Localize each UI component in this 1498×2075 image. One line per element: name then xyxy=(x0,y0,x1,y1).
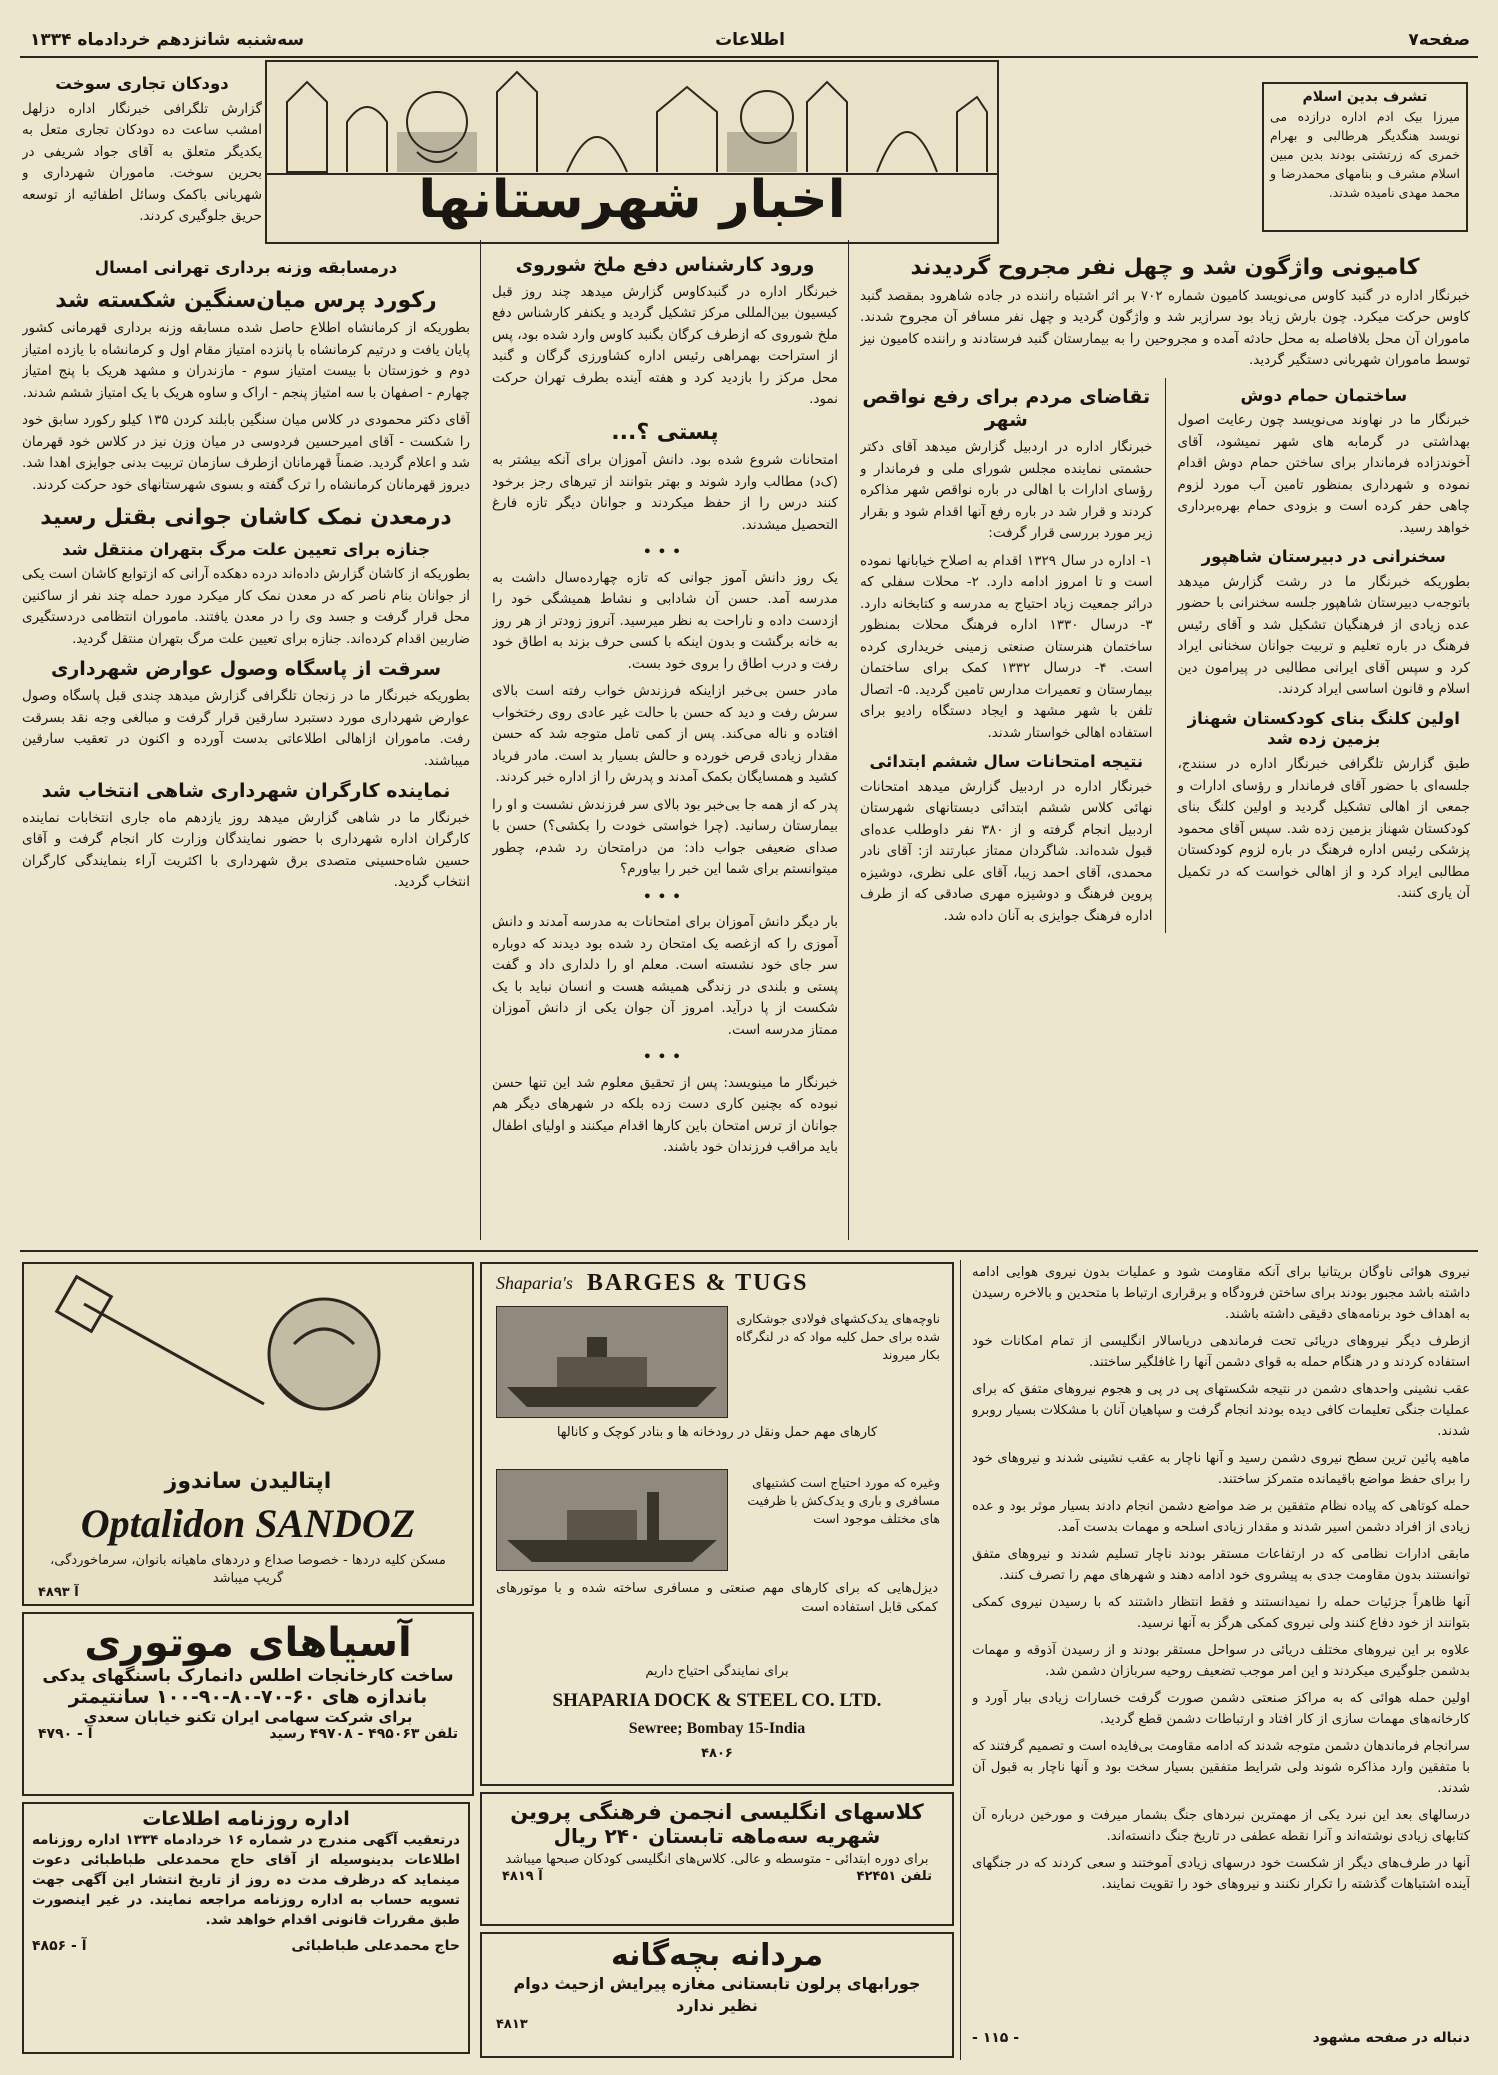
notice-ad xyxy=(22,1802,470,2054)
story-p1: یک روز دانش آموز جوانی که تازه چهارده‌سال داشت به مدرسه آمد. حسن آن شادابی و نشاط همیشگی خود را ازدست داده و ناراحت به نظر میرسید. آنروز زودتر از هر روز به خانه برگشت و بدون اینکه با کسی حرف بزند به اطاق خود رفت و درب اطاق را بروی خود بست. xyxy=(492,569,838,672)
barges-desc-2: کارهای مهم حمل ونقل در رودخانه ها و بنادر کوچک و کانالها xyxy=(556,1425,878,1440)
barges-ad xyxy=(480,1262,954,1786)
war-paragraph: علاوه بر این نیروهای مختلف دریائی در سواحل مستقر بودند و از رسیدن آذوقه و مهمات بدشمن جلوگیری میکردند و این امر موجب تضعیف روحیه سربازان دشمن شد. xyxy=(972,1643,1470,1679)
divider-stars: ••• xyxy=(643,1049,687,1066)
war-paragraph: نیروی هوائی ناوگان بریتانیا برای آنکه مقاومت شود و عملیات بدون نیروی هوایی ادامه داشته باشد مجبور بودند برای ساختن فرودگاه و برقراری ارتباط با متحدین و بالاخره رسیدن به اهداف خود برنامه‌های دقیقی داشته باشند. xyxy=(972,1265,1470,1322)
mills-sizes: باندازه های ۶۰-۷۰-۸۰-۹۰-۱۰۰ سانتیمتر xyxy=(68,1686,428,1708)
barges-brand: Shaparia's xyxy=(496,1273,573,1293)
war-column xyxy=(972,1262,1470,2022)
divider-stars: ••• xyxy=(643,544,687,561)
page-number: صفحه۷ xyxy=(1408,30,1470,50)
war-paragraphs xyxy=(972,1262,1470,1895)
inner-rule xyxy=(1165,378,1166,934)
story-p5: خبرنگار ما مینویسد: پس از تحقیق معلوم شد این تنها حسن نبوده که بچنین کاری دست زده بلکه در شهرهای دیگر هم جوانان از ترس امتحان باین کارها اقدام میکنند و اولیای اطفال باید مراقب فرزندان خود باشند. xyxy=(492,1074,838,1156)
theft-title: سرقت از پاسگاه وصول عوارض شهرداری xyxy=(50,658,442,681)
sidebar-note-title: تشرف بدین اسلام xyxy=(1302,89,1428,105)
workers-title: نماینده کارگران شهرداری شاهی انتخاب شد xyxy=(41,780,451,802)
english-ad xyxy=(480,1792,954,1926)
mills-seller: برای شرکت سهامی ایران تکنو خیابان سعدی xyxy=(83,1708,413,1726)
bath-body: خبرنگار ما در نهاوند می‌نویسد چون رعایت اصول بهداشتی در گرمابه های شهر نمیشود، آقای آخوندزاده فرماندار برای ساختن حمام دوش اقدام نموده و شهرداری بمنظور تامین آب مورد لزوم چاهی حفر کرده است و بزودی حمام بهره‌برداری خواهد رسید. xyxy=(1177,412,1470,536)
barges-company: SHAPARIA DOCK & STEEL CO. LTD. xyxy=(552,1690,882,1711)
english-body: برای دوره ابتدائی - متوسطه و عالی. کلاس‌های انگلیسی کودکان صبحها میباشد xyxy=(505,1852,929,1867)
school-body: بطوریکه خبرنگار ما در رشت گزارش میدهد باتوجه‌ب دبیرستان شاهپور جلسه سخنرانی با حضور عده زیادی از فرهنگیان تشکیل شد و آقای رئیس فرهنگ در باره تعلیم و تربیت جوانان سخنانی ایراد کرد و سپس آقای ایرانی مطالبی در پیرامون دین اسلام و قانون اساسی ایراد کردند. xyxy=(1177,573,1470,698)
school-title: سخنرانی در دبیرستان شاهپور xyxy=(1201,547,1446,567)
notice-title: اداره روزنامه اطلاعات xyxy=(142,1808,350,1830)
truck-body: خبرنگار اداره در گنبد کاوس می‌نویسد کامیون شماره ۷۰۲ بر اثر اشتباه راننده در جاده شاهرود بمقصد گنبد کاوس حرکت میکرد. چون بارش زیاد بود سرازیر شد و واژگون گردید و چهل نفر مسافر آن مجروح شدند. ماموران آن محل بلافاصله به محل حادثه آمده و مجروحین را به بیمارستان گنبد فرستادند و راننده کامیون نیز توسط ماموران شهربانی دستگیر گردید. xyxy=(860,287,1470,368)
barges-desc-3: وغیره که مورد احتیاج است کشتیهای مسافری و باری و یدک‌کش با ظرفیت های مختلف موجود است xyxy=(747,1475,940,1526)
demand-title: تقاضای مردم برای رفع نواقص شهر xyxy=(862,385,1151,432)
barges-code: ۴۸۰۶ xyxy=(701,1746,733,1761)
sidebar-note-box xyxy=(1262,82,1468,232)
english-title: کلاسهای انگلیسی انجمن فرهنگی پروین xyxy=(510,1800,924,1824)
mills-phone: تلفن ۴۹۵۰۶۳ - ۴۹۷۰۸ رسید xyxy=(269,1726,458,1742)
sidebar-note-body: میرزا بیک ادم اداره درازده می نویسد هنگدیگر هرطالبی و بهرام خمری که زرتشتی بودند بدین مبین اسلام مشرف و بنامهای محمدرضا و محمد مهدی نامیده شدند. xyxy=(1270,109,1460,200)
barges-desc-1: ناوچه‌های یدک‌کشهای فولادی جوشکاری شده برای حمل کلیه مواد که در لنگرگاه بکار میروند xyxy=(735,1311,940,1362)
exam-body: خبرنگار اداره در اردبیل گزارش میدهد امتحانات نهائی کلاس ششم ابتدائی دبستانهای شهرستان اردبیل انجام گرفته و از ۳۸۰ نفر داوطلب عده‌ای قبول شده‌اند. شاگردان ممتاز عبارتند از: آقای نادر محمدی، آقای احمد زیبا، آقای علی نظری، دوشیزه پروین فرهنگ و دوشیزه مهری صادقی که از طرف اداره فرهنگ جوایزی به آنان داده شد. xyxy=(860,778,1153,924)
story-p2: مادر حسن بی‌خبر ازاینکه فرزندش خواب رفته است بالای سرش رفت و دید که حسن با حالت غیر عادی روی رختخواب افتاده و ناله می‌کند. پس از کمی تامل متوجه شد که حسن مقدار زیادی قرص خورده و حالش بسیار بد است. مادر فریاد کشید و همسایگان بکمک آمدند و پدرش را از اداره خبر کردند. xyxy=(492,683,838,786)
mine-title: درمعدن نمک کاشان جوانی بقتل رسید xyxy=(40,505,452,531)
workers-body: خبرنگار ما در شاهی گزارش میدهد روز یازدهم ماه جاری انتخابات نماینده کارگران اداره شهرداری با حضور نمایندگان وزارت کار انجام گرفت و آقای حسین شاه‌حسینی متصدی برق شهرداری با اکثریت آراء بنمایندگی کارگران انتخاب گردید. xyxy=(22,809,470,891)
optalidon-name-en: Optalidon SANDOZ xyxy=(80,1501,416,1546)
issue-date: سه‌شنبه شانزدهم خردادماه ۱۳۳۴ xyxy=(30,30,305,50)
newspaper-name: اطلاعات xyxy=(715,30,785,50)
story-p3: پدر که از همه جا بی‌خبر بود بالای سر فرزندش نشست و او را بیمارستان رسانید. (چرا خواستی خودت را بکشی؟) حسن با صدای ضعیفی جواب داد: من درامتحان رد شدم، چطور میتوانستم برای شما این خبر را بیاورم؟ xyxy=(492,796,838,878)
war-paragraph: حمله کوتاهی که پیاده نظام متفقین بر ضد مواضع دشمن انجام دادند بسیار موثر بود و عده زیادی از افراد دشمن اسیر شدند و مقدار زیادی اسلحه و مهمات بدست آمد. xyxy=(972,1499,1470,1535)
war-paragraph: آنها ظاهراً جزئیات حمله را نمیدانستند و فقط انتظار داشتند که با رسیدن نیروی کمکی بتوانند از خود دفاع کنند ولی نیروی کمکی هرگز به آنها نرسید. xyxy=(972,1595,1470,1631)
fire-body: گزارش تلگرافی خبرنگار اداره دزلهل امشب ساعت ده دودکان تجاری متعل به یکدیگر متعلق به آقای جواد شریفی در بحرین سوخت. ماموران شهرداری و شهربانی باکمک وسائل اطفائیه از توسعه حریق جلوگیری کردند. xyxy=(22,100,262,225)
demand-body: خبرنگار اداره در اردبیل گزارش میدهد آقای دکتر حشمتی نماینده مجلس شورای ملی و فرماندار و رؤسای ادارات با اهالی در باره نواقص شهر مذاکره کردند و قرار شد در باره رفع آنها اقدام شود و بقرار زیر مورد بررسی قرار گرفت: xyxy=(860,439,1153,541)
header-rule xyxy=(20,56,1478,58)
socks-title: مردانه بچه‌گانه xyxy=(610,1938,824,1973)
corpse-title: جنازه برای تعیین علت مرگ بتهران منتقل شد xyxy=(61,539,431,559)
war-paragraph: ماهیه پائین ترین سطح نیروی دشمن رسید و آنها ناچار به عقب نشینی شدند و نیروهای خود را برای حفظ مواضع باقیمانده متمرکز ساختند. xyxy=(972,1451,1470,1487)
english-sub: شهریه سه‌ماهه تابستان ۲۴۰ ریال xyxy=(553,1824,881,1848)
english-code: آ ۴۸۱۹ xyxy=(502,1869,543,1884)
truck-title: کامیونی واژگون شد و چهل نفر مجروح گردیدند xyxy=(910,255,1420,280)
optalidon-illustration xyxy=(24,1264,472,1464)
barges-desc-4: دیزل‌هایی که برای کارهای مهم صنعتی و مسافری ساخته شده و با موتورهای کمکی قابل استفاده است xyxy=(496,1581,938,1615)
war-paragraph: عقب نشینی واحدهای دشمن در نتیجه شکستهای پی در پی و هجوم نیروهای متفق که برای عملیات جنگی تعلیمات کافی دیده بودند انجام گرفت و سپاهیان آنان با مشکلات بسیار روبرو شدند. xyxy=(972,1382,1470,1439)
war-paragraph: درسالهای بعد این نبرد یکی از مهمترین نبردهای جنگ بشمار میرفت و مورخین درباره آن کتابهای زیادی نوشته‌اند و آنرا نقطه عطفی در تاریخ جنگ دانسته‌اند. xyxy=(972,1808,1470,1844)
notice-code: آ - ۴۸۵۶ xyxy=(32,1938,87,1954)
optalidon-ad xyxy=(22,1262,474,1606)
war-continued: دنباله در صفحه مشهود xyxy=(1312,2030,1470,2046)
section-banner xyxy=(265,60,999,244)
mills-ad xyxy=(22,1612,474,1796)
war-paragraph: سرانجام فرماندهان دشمن متوجه شدند که ادامه مقاومت بی‌فایده است و تصمیم گرفتند که با متفقین وارد مذاکره شوند ولی شرایط متفقین بسیار سخت بود و آنها ناچار به قبول آن شدند. xyxy=(972,1739,1470,1796)
barge-photo xyxy=(496,1306,728,1418)
col-rule-bottom-right xyxy=(960,1260,961,2060)
war-footer xyxy=(972,2030,1470,2046)
war-page-ref: - ۱۱۵ - xyxy=(972,2030,1020,2046)
record-title: رکورد پرس میان‌سنگین شکسته شد xyxy=(55,287,437,313)
war-paragraph: ازطرف دیگر نیروهای دریائی تحت فرماندهی دریاسالار انگلیسی از تمام امکانات خود استفاده کردند و در هنگام حمله به قوای دشمن آنها را غافلگیر ساختند. xyxy=(972,1334,1470,1370)
banner-title: اخبار شهرستانها xyxy=(418,170,846,230)
col-rule-mid xyxy=(848,240,849,1240)
expert-title: ورود کارشناس دفع ملخ شوروی xyxy=(515,254,815,276)
clinic-title: اولین کلنگ بنای کودکستان شهناز بزمین زده شد xyxy=(1187,708,1460,749)
col2 xyxy=(492,246,838,1240)
divider-stars: ••• xyxy=(643,888,687,905)
exam-title: نتیجه امتحانات سال ششم ابتدائی xyxy=(869,752,1144,771)
bath-title: ساختمان حمام دوش xyxy=(1240,385,1408,405)
col1 xyxy=(22,250,470,1240)
mills-title: آسیاهای موتوری xyxy=(84,1620,412,1666)
record-body: بطوریکه از کرمانشاه اطلاع حاصل شده مسابقه وزنه برداری قهرمانی کشور پایان یافت و درتیم کرمانشاه با پانزده امتیاز مقام اول و کرمانشاه با یازده امتیاز دوم و خوزستان با بیست امتیاز سوم - مازندران و مشهد هریک با پنج امتیاز چهارم - اصفهان با سه امتیاز پنجم - اراک و ساوه هریک با یک امتیاز ششم شدند. xyxy=(22,320,470,401)
expert-body: خبرنگار اداره در گنبدکاوس گزارش میدهد چند روز قبل کیسیون بین‌المللی مرکز تشکیل گردید و یکنفر کارشناس دفع ملخ شوروی که ازطرف کرگان بگنبد کاوس وارد شده بود، پس از استراحت بهمراهی رئیس اداره کشاورزی گرگان و گنبد محل مرکز را بازدید کرد و هفته آینده بطرف تهران حرکت نمود. xyxy=(492,283,838,408)
failure-body: امتحانات شروع شده بود. دانش آموزان برای آنکه بیشتر به (ک‌د) مطالب وارد شوند و بهتر بتوانند از تیرهای رجز برخود کنند درس را از حفظ میکردند و جوانان دیگر تازه فارغ التحصیل میشدند. xyxy=(492,452,838,533)
war-paragraph: اولین حمله هوائی که به مراکز صنعتی دشمن صورت گرفت خسارات زیادی ببار آورد و کارخانه‌های مهمات سازی از کار افتاد و ارتباطات دشمن قطع گردید. xyxy=(972,1691,1470,1727)
story-p4: بار دیگر دانش آموزان برای امتحانات به مدرسه آمدند و دانش آموزی را که ازغصه یک امتحان رد شده بود دیدند که دوباره سر جای خود نشسته است. معلم او را دلداری داد و گفت پستی و بلندی در زندگی همیشه هست و انسان نباید با یک شکست از پا درآید. امروز آن جوان یکی از دانش آموزان ممتاز مدرسه است. xyxy=(492,914,838,1038)
barges-title: BARGES & TUGS xyxy=(586,1270,809,1296)
barges-address: Sewree; Bombay 15-India xyxy=(628,1720,806,1737)
war-paragraph: آنها در طرف‌های دیگر از شکست خود درسهای زیادی آموختند و سعی کردند که در جنگهای آینده اشتباهات گذشته را تکرار نکنند و نیروهای خود را تقویت نمایند. xyxy=(972,1856,1470,1892)
demand-list: ۱- اداره در سال ۱۳۲۹ اقدام به اصلاح خیابانها نموده است و تا امروز ادامه دارد. ۲- محلات سفلی که دراثر جمعیت زیاد احتیاج به مدرسه و کتابخانه دارد. ۳- درسال ۱۳۳۰ اداره فرهنگ محلات بمنظور ساختمان هنرستان صنعتی زمینی خریداری کرده است. ۴- درسال ۱۳۳۲ کمک برای ساختمان بیمارستان و تعمیرات مدارس تامین گردید. ۵- اتصال تلفن با شهر مشهد و ایجاد دستگاه رادیو برای استفاده اهالی خواستار شدند. xyxy=(860,552,1153,741)
record-kicker: درمسابقه وزنه برداری تهرانی امسال xyxy=(94,258,398,277)
record-body-2: آقای دکتر محمودی در کلاس میان سنگین بابلند کردن ۱۳۵ کیلو رکورد سابق خود را شکست - آقای امیرحسین فردوسی در میان وزن نیز در کلاس خود قهرمان شد و اعلام گردید. ضمناً قهرمانان ازطرف سازمان تربیت بدنی جوایزی اهدا شد. دیروز قهرمانان کرمانشاه را ترک گفته و بسوی شهرستانهای خود حرکت کردند. xyxy=(22,412,470,493)
failure-title: پستی ؟... xyxy=(611,419,719,445)
fire-title: دودکان تجاری سوخت xyxy=(55,74,229,93)
tug-icon xyxy=(497,1470,727,1570)
notice-sign: حاج محمدعلی طباطبائی xyxy=(291,1938,460,1954)
socks-ad xyxy=(480,1932,954,2058)
socks-body: جورابهای پرلون تابستانی مغازه پیرایش ازحیث دوام نظیر ندارد xyxy=(513,1974,921,2015)
horizontal-rule-mid xyxy=(20,1250,1478,1252)
notice-body: درتعقیب آگهی مندرج در شماره ۱۶ خردادماه ۱۳۳۴ اداره روزنامه اطلاعات بدینوسیله از آقای حاج محمدعلی طباطبائی دعوت مینماید که درظرف مدت ده روز از تاریخ انتشار این آگهی جهت تسویه حساب به اداره روزنامه مراجعه نمایند. در غیر اینصورت طبق مقررات قانونی اقدام خواهد شد. xyxy=(32,1832,460,1928)
corpse-body: بطوریکه از کاشان گزارش داده‌اند درده دهکده آرانی که ازتوابع کاشان است یکی از جوانان بنام ناصر که در معدن نمک کار میکرد مورد حمله چند نفر از ساکنین محل قرار گرفت و جسد وی را در معدن یافتند. ماموران انتظامی دردستگیری ضاربین اقدام کرده‌اند. جنازه برای تعیین علت مرگ بتهران منتقل گردید. xyxy=(22,566,470,647)
war-paragraph: مابقی ادارات نظامی که در ارتفاعات مستقر بودند ناچار تسلیم شدند و نیروهای متفق توانستند بدون مقاومت جدی به پیشروی خود ادامه دهند و شهرهای مهم را تصرف کنند. xyxy=(972,1547,1470,1583)
theft-body: بطوریکه خبرنگار ما در زنجان تلگرافی گزارش میدهد چندی قبل پاسگاه وصول عوارض شهرداری مورد دستبرد سارقین قرار گرفت و مبالغی وجه نقد بسرقت رفت. ماموران ازاهالی اطلاعاتی بدست آورده و اکنون در تعقیب سارقین میباشند. xyxy=(22,688,470,769)
optalidon-desc: مسکن کلیه دردها - خصوصا صداع و دردهای ماهیانه بانوان، سرماخوردگی، گریپ میباشد xyxy=(50,1553,446,1586)
mills-sub: ساخت کارخانجات اطلس دانمارک باسنگهای یدکی xyxy=(42,1666,454,1686)
optalidon-code: آ ۴۸۹۳ xyxy=(38,1585,79,1600)
col1-top xyxy=(22,66,262,246)
socks-code: ۴۸۱۳ xyxy=(496,2017,528,2032)
barges-footer: برای نمایندگی احتیاج داریم xyxy=(645,1664,789,1679)
col-rule-left xyxy=(480,240,481,1240)
mills-code: آ - ۴۷۹۰ xyxy=(38,1726,93,1742)
english-phone: تلفن ۴۲۴۵۱ xyxy=(856,1869,932,1884)
barge-icon xyxy=(497,1307,727,1417)
clinic-body: طبق گزارش تلگرافی خبرنگار اداره در سنندج، جلسه‌ای با حضور آقای فرماندار و رؤسای ادارات و جمعی از اهالی تشکیل گردید و اولین کلنگ بنای کودکستان شهناز بزمین زده شد. سپس آقای محمود پزشکی رئیس اداره فرهنگ در باره لزوم کودکستان مطالبی ایراد کرد و از اهالی خواست که در تکمیل آن یاری کنند. xyxy=(1177,756,1470,901)
col3 xyxy=(860,246,1470,1240)
tug-photo xyxy=(496,1469,728,1571)
optalidon-name-fa: اپتالیدن ساندوز xyxy=(164,1469,332,1494)
